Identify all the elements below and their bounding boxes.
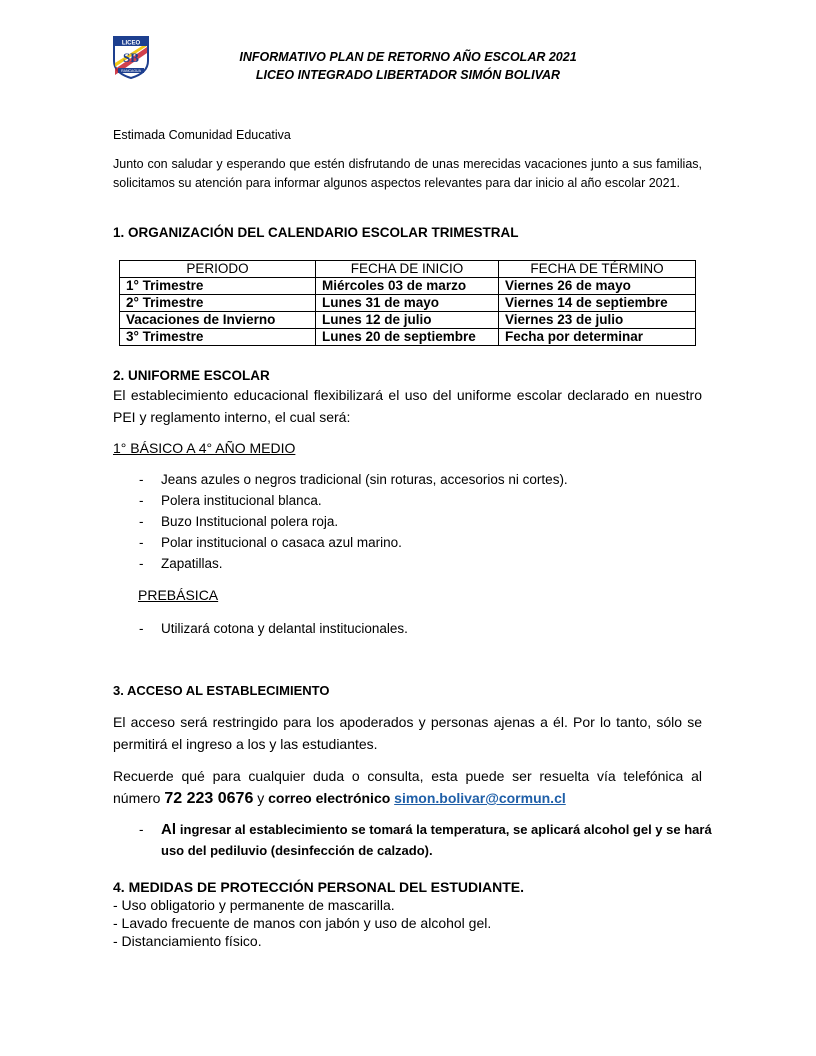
list-item: - Zapatillas. xyxy=(139,556,223,571)
calendar-table xyxy=(119,260,696,346)
section4-item: - Uso obligatorio y permanente de mascarilla. xyxy=(113,897,395,913)
section3-heading: 3. ACCESO AL ESTABLECIMIENTO xyxy=(113,683,330,698)
table-cell: Lunes 31 de mayo xyxy=(316,295,499,312)
section1-heading: 1. ORGANIZACIÓN DEL CALENDARIO ESCOLAR TRIMESTRAL xyxy=(113,225,519,240)
table-cell: Viernes 23 de julio xyxy=(499,312,696,329)
table-cell: 2° Trimestre xyxy=(120,295,316,312)
section3-paragraph2-line1: Recuerde qué para cualquier duda o consulta, esta puede ser resuelta vía telefónica al xyxy=(113,768,702,784)
uniform-group2-title: PREBÁSICA xyxy=(138,587,219,603)
note-line2: uso del pediluvio (desinfección de calzado). xyxy=(161,843,433,858)
list-item: - Polar institucional o casaca azul marino. xyxy=(139,535,402,550)
uniform-group2-list xyxy=(139,618,408,639)
section3-paragraph1: El acceso será restringido para los apoderados y personas ajenas a él. Por lo tanto, sólo se permitirá el ingreso a los y las estudiantes. xyxy=(113,714,702,752)
table-cell: Viernes 26 de mayo xyxy=(499,278,696,295)
logo-monogram: SB xyxy=(123,50,139,65)
list-item: - Utilizará cotona y delantal institucionales. xyxy=(139,621,408,636)
table-cell: Fecha por determinar xyxy=(499,329,696,346)
table-cell: Miércoles 03 de marzo xyxy=(316,278,499,295)
list-item: - Buzo Institucional polera roja. xyxy=(139,514,339,529)
table-cell: 3° Trimestre xyxy=(120,329,316,346)
table-header-row xyxy=(120,261,696,278)
table-cell: Viernes 14 de septiembre xyxy=(499,295,696,312)
table-row xyxy=(120,295,696,312)
list-item: - Polera institucional blanca. xyxy=(139,493,322,508)
table-row xyxy=(120,278,696,295)
section2-paragraph: El establecimiento educacional flexibilizará el uso del uniforme escolar declarado en nuestro PEI y reglamento interno, el cual será: xyxy=(113,387,702,425)
table-header-cell: PERIODO xyxy=(120,261,316,278)
header-title-line1: INFORMATIVO PLAN DE RETORNO AÑO ESCOLAR 2021 xyxy=(239,50,577,64)
table-header-cell: FECHA DE TÉRMINO xyxy=(499,261,696,278)
phone-number: 72 223 0676 xyxy=(164,790,254,807)
logo-text-bottom: RANCAGUA xyxy=(121,69,141,73)
email-link[interactable]: simon.bolivar@cormun.cl xyxy=(394,790,566,806)
table-header-cell: FECHA DE INICIO xyxy=(316,261,499,278)
uniform-group1-list xyxy=(139,469,568,574)
note-dash: - xyxy=(139,822,144,837)
section4-item: - Distanciamiento físico. xyxy=(113,933,262,949)
list-item: - Jeans azules o negros tradicional (sin roturas, accesorios ni cortes). xyxy=(139,472,568,487)
table-cell: Vacaciones de Invierno xyxy=(120,312,316,329)
header-title-line2: LICEO INTEGRADO LIBERTADOR SIMÓN BOLIVAR xyxy=(255,68,561,82)
intro-paragraph: Junto con saludar y esperando que estén disfrutando de unas merecidas vacaciones junto a sus familias, solicitamos su atención para informar algunos aspectos relevantes para dar inicio al año escolar 2021. xyxy=(113,157,702,190)
section4-item: - Lavado frecuente de manos con jabón y uso de alcohol gel. xyxy=(113,915,492,931)
table-row xyxy=(120,329,696,346)
table-row xyxy=(120,312,696,329)
email-label: correo electrónico xyxy=(268,790,391,806)
uniform-group1-title: 1° BÁSICO A 4° AÑO MEDIO xyxy=(113,440,296,456)
table-cell: 1° Trimestre xyxy=(120,278,316,295)
logo-text-top: LICEO xyxy=(121,40,141,47)
number-label: número xyxy=(113,790,161,806)
section3-paragraph2-line2: número 72 223 0676 y correo electrónico simon.bolivar@cormun.cl xyxy=(113,790,566,807)
table-cell: Lunes 20 de septiembre xyxy=(316,329,499,346)
greeting: Estimada Comunidad Educativa xyxy=(113,128,291,142)
table-cell: Lunes 12 de julio xyxy=(316,312,499,329)
note-line1: Al ingresar al establecimiento se tomará la temperatura, se aplicará alcohol gel y se hará xyxy=(161,821,712,838)
section4-heading: 4. MEDIDAS DE PROTECCIÓN PERSONAL DEL ESTUDIANTE. xyxy=(113,879,524,895)
section2-heading: 2. UNIFORME ESCOLAR xyxy=(113,368,270,383)
